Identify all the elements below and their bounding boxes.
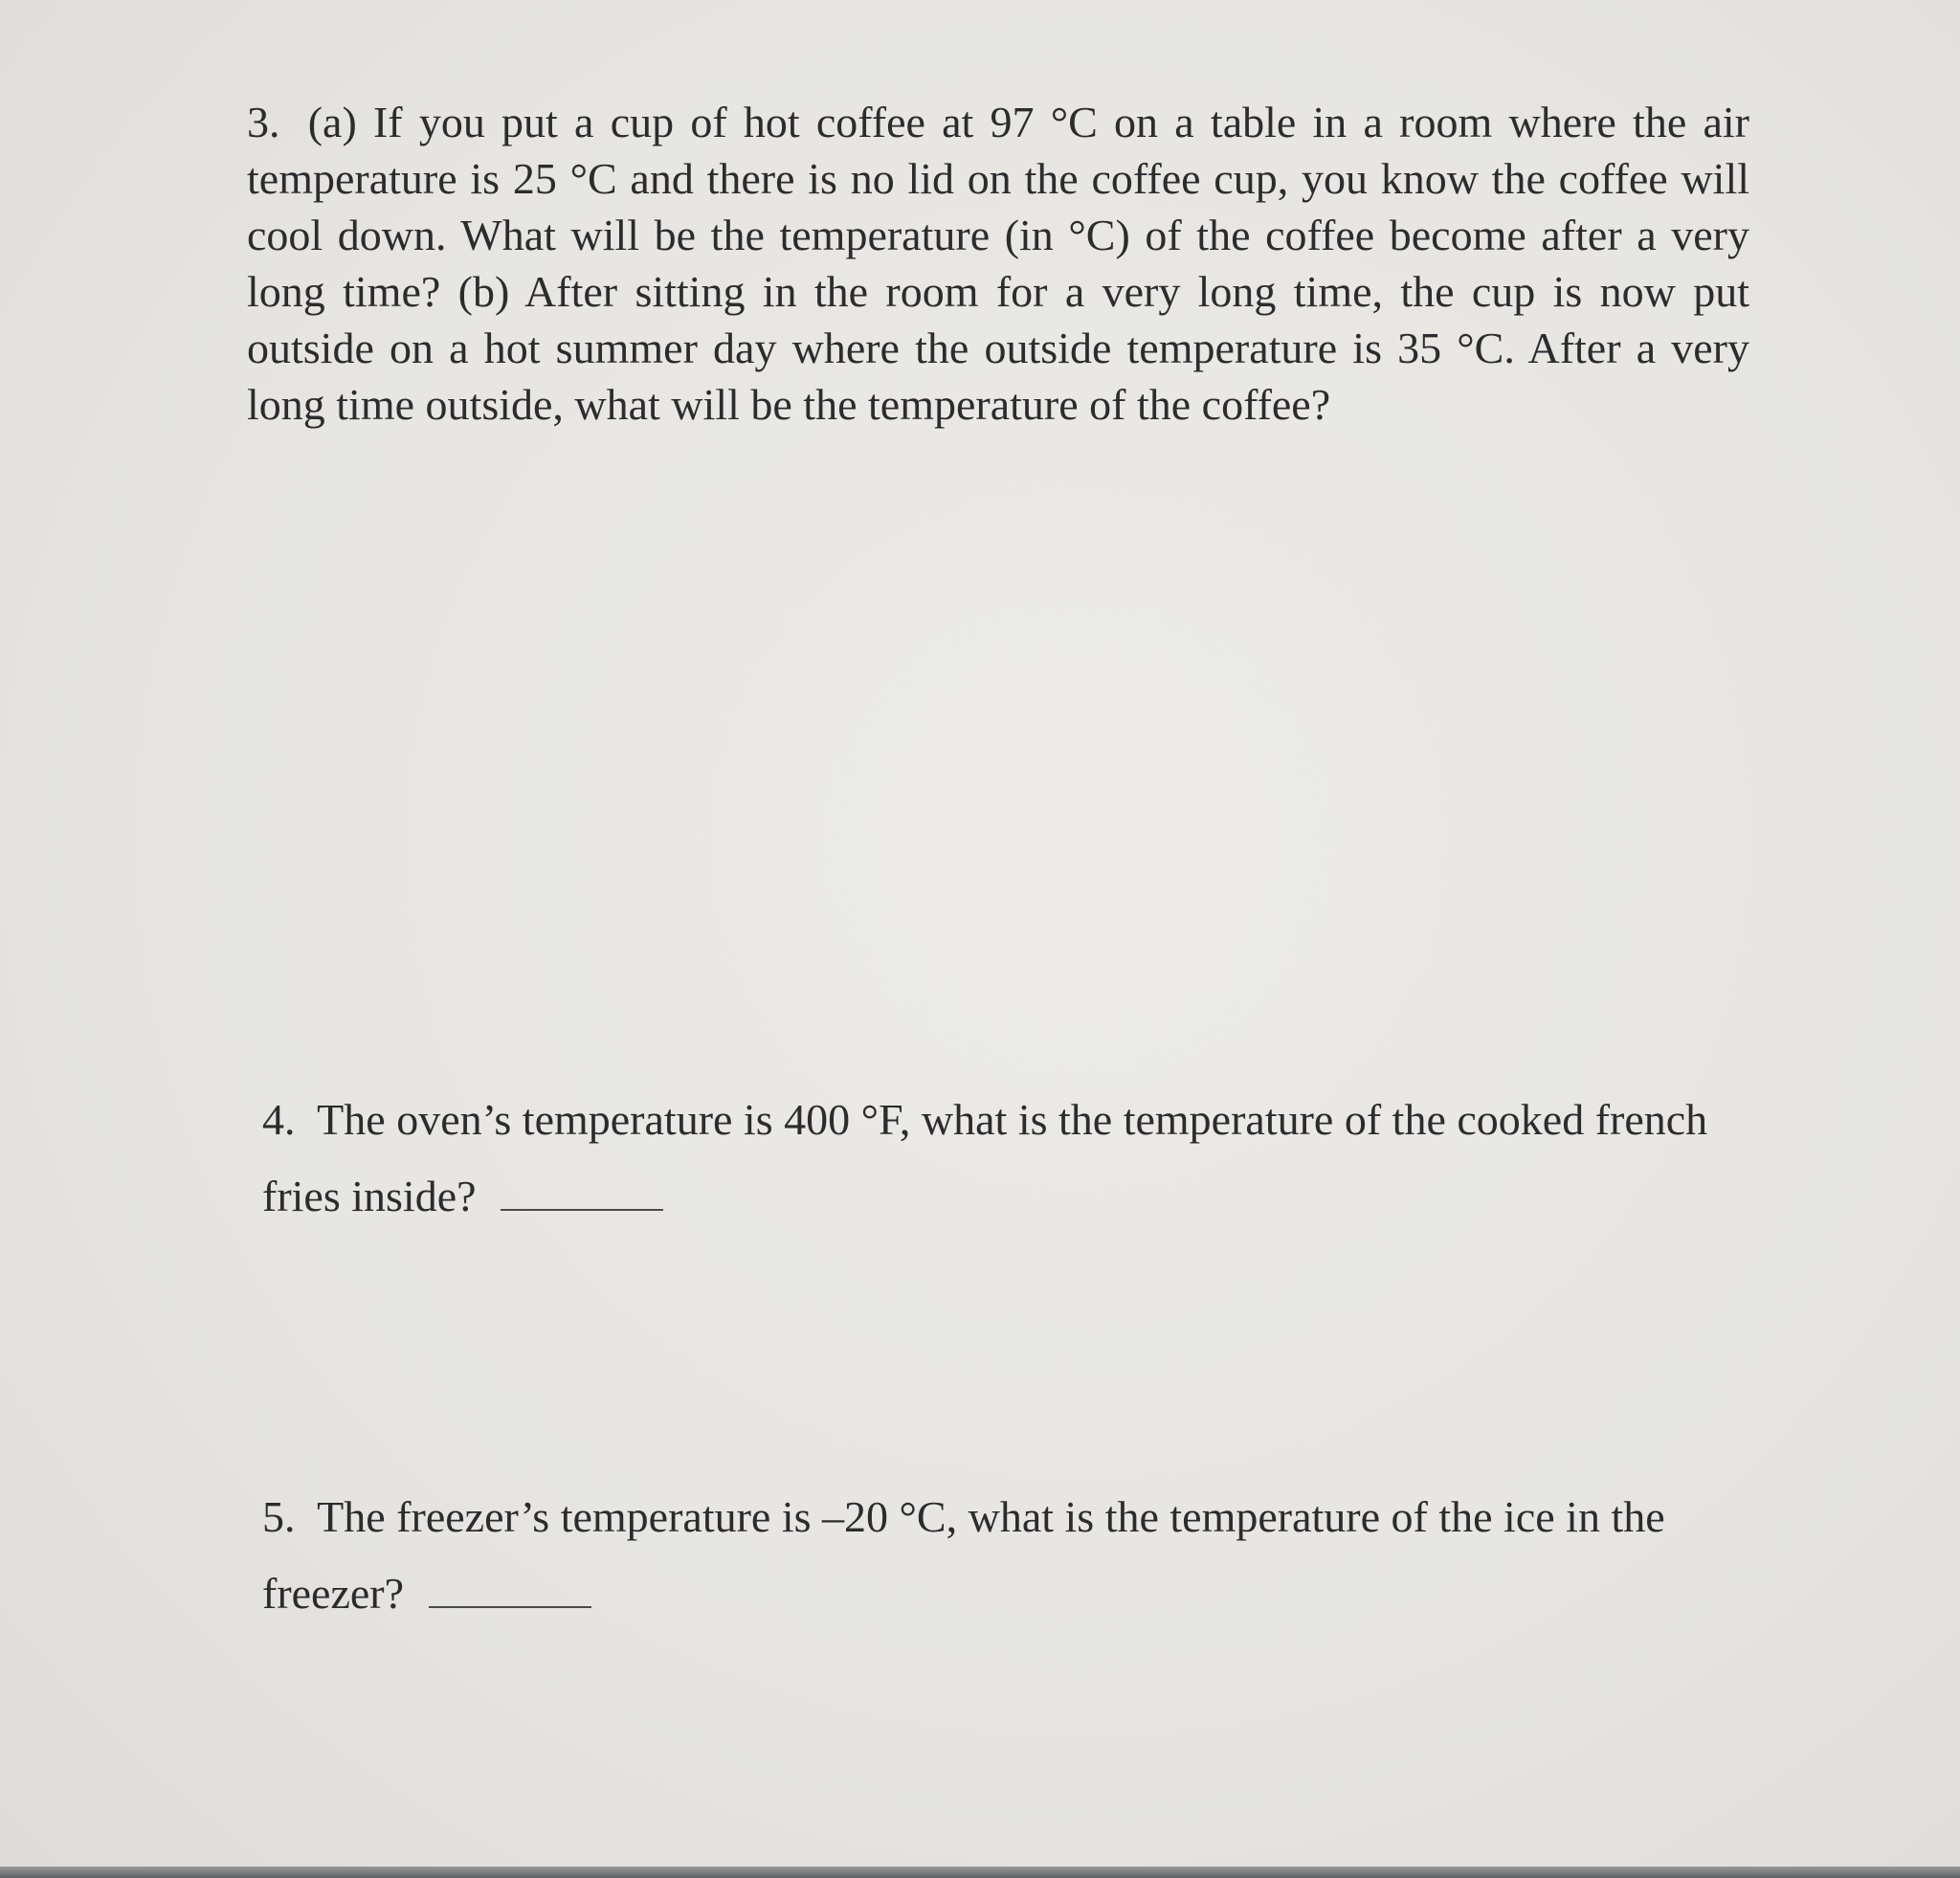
question-5-text: The freezer’s temperature is –20 °C, what is the temperature of the ice in the freezer? [262, 1492, 1665, 1618]
question-3-text: (a) If you put a cup of hot coffee at 97 °C on a table in a room where the air temperature is 25 °C and there is no lid on the coffee cup, you know the coffee will cool down. What will be the temperature (in °C) of the coffee become after a very long time? (b) After sitting in the room for a very long time, the cup is now put outside on a hot summer day where the outside temperature is 35 °C. After a very long time outside, what will be the temperature of the coffee? [247, 98, 1749, 429]
question-4-number: 4. [262, 1095, 296, 1144]
question-4-text: The oven’s temperature is 400 °F, what is the temperature of the cooked french fries inside? [262, 1095, 1708, 1220]
question-5 [262, 1479, 1717, 1632]
question-3-number: 3. [247, 98, 280, 146]
question-4-answer-blank [501, 1208, 663, 1211]
question-5-answer-blank [429, 1605, 591, 1608]
question-4 [262, 1082, 1717, 1235]
page-bottom-edge [0, 1867, 1960, 1878]
question-3 [247, 94, 1749, 433]
question-5-number: 5. [262, 1492, 296, 1541]
